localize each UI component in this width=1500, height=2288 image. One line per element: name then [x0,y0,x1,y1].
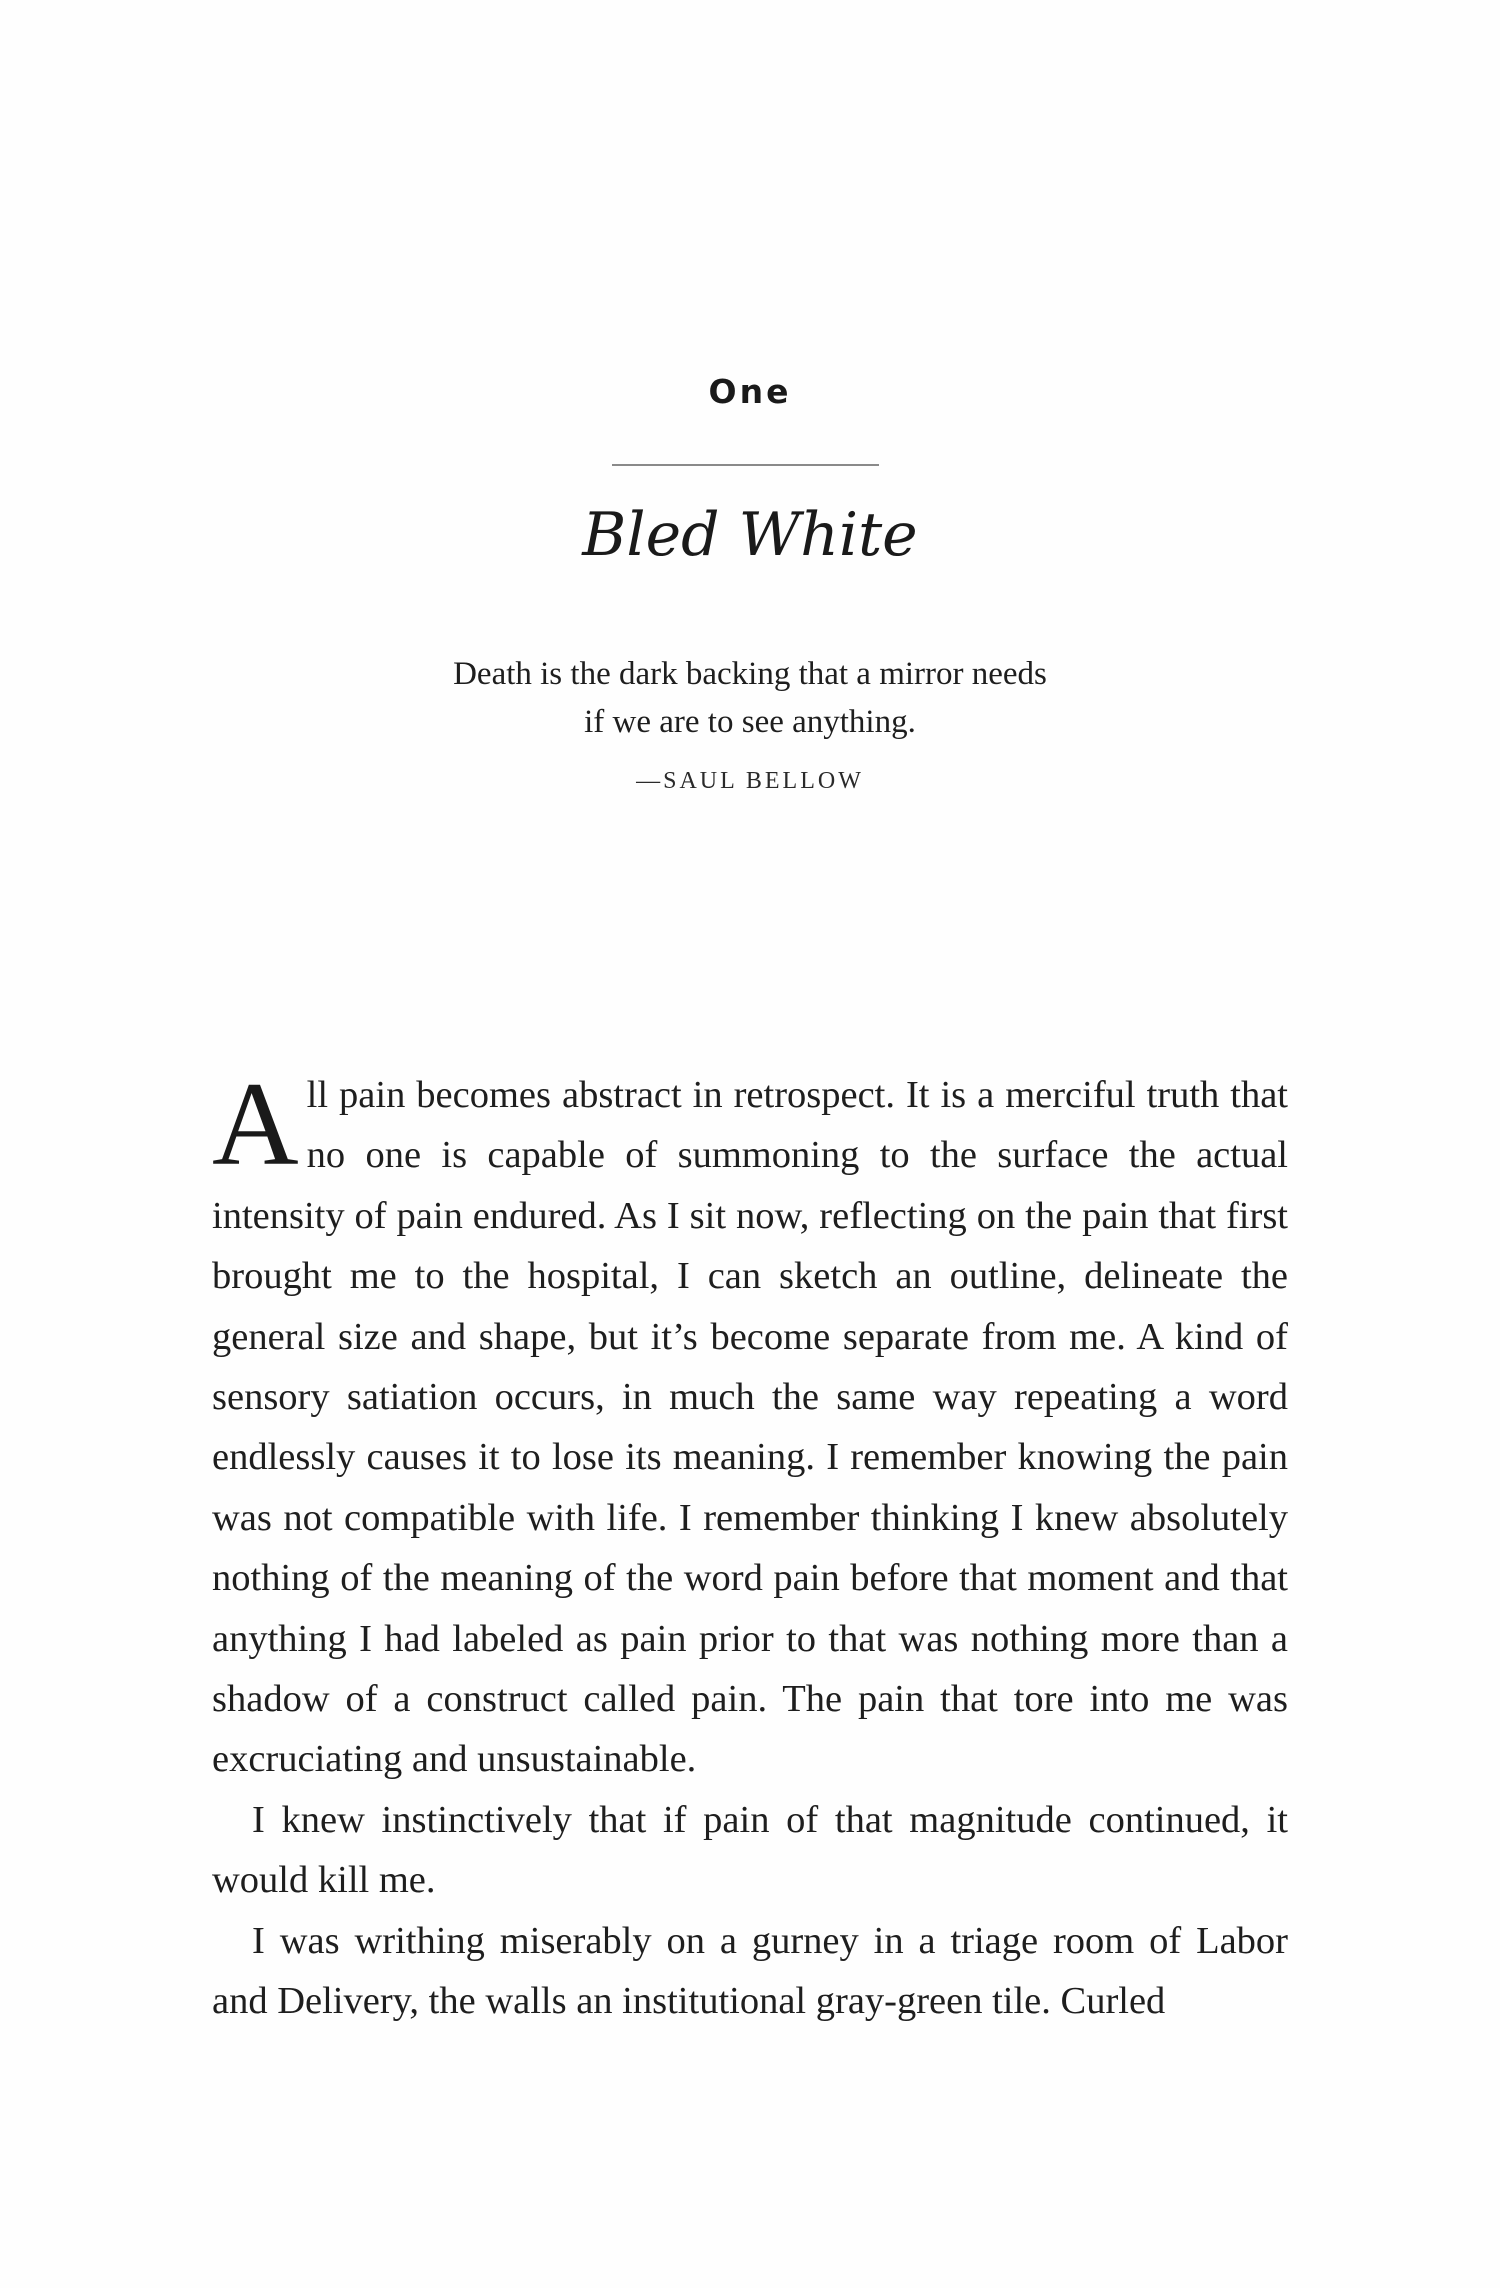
body-text [212,1057,1288,2032]
paragraph: I was writhing miserably on a gurney in a triage room of Labor and Delivery, the walls an institutional gray-green tile. Curled [212,1919,1288,2023]
epigraph-line: Death is the dark backing that a mirror needs [453,656,1047,692]
chapter-divider [612,464,879,466]
chapter-title: Bled White [582,500,918,570]
epigraph [0,650,1500,746]
epigraph-line: if we are to see anything. [584,704,916,740]
paragraph: I knew instinctively that if pain of that magnitude continued, it would kill me. [212,1798,1288,1902]
paragraph-text: ll pain becomes abstract in retrospect. It is a merciful truth that no one is capable of summoning to the surface the actual intensity of pain endured. As I sit now, reflecting on the pain that first brought me to the hospital, I can sketch an outline, delineate the general size and shape, but it’s become separate from me. A kind of sensory satiation occurs, in much the same way repeating a word endlessly causes it to lose its meaning. I remember knowing the pain was not compatible with life. I remember thinking I knew absolutely nothing of the meaning of the word pain before that moment and that anything I had labeled as pain prior to that was nothing more than a shadow of a construct called pain. The pain that tore into me was excruciating and unsustainable. [212,1074,1288,1781]
paragraph [212,1057,1288,1790]
chapter-number: One [708,372,792,411]
drop-cap: A [212,1057,299,1190]
epigraph-attribution: —SAUL BELLOW [636,768,864,794]
